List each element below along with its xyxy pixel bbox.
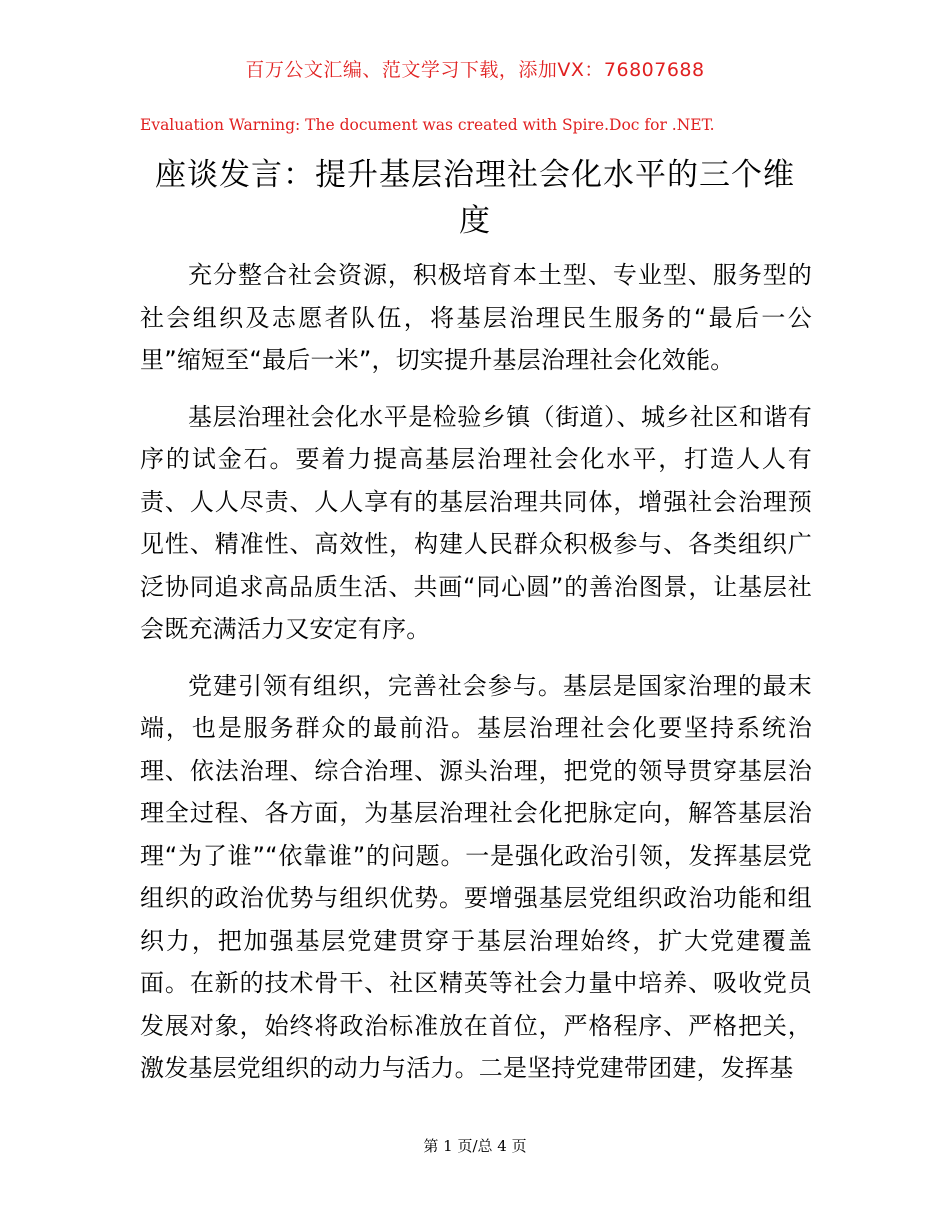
paragraph-2: 基层治理社会化水平是检验乡镇（街道）、城乡社区和谐有序的试金石。要着力提高基层治理社会化水平，打造人人有责、人人尽责、人人享有的基层治理共同体，增强社会治理预见性、精准性、高效性，构建人民群众积极参与、各类组织广泛协同追求高品质生活、共画“同心圆”的善治图景，让基层社会既充满活力又安定有序。 <box>140 402 812 643</box>
document-body <box>140 254 812 1104</box>
paragraph-1: 充分整合社会资源，积极培育本土型、专业型、服务型的社会组织及志愿者队伍，将基层治理民生服务的“最后一公里”缩短至“最后一米”，切实提升基层治理社会化效能。 <box>140 261 812 374</box>
document-title: 座谈发言：提升基层治理社会化水平的三个维度 <box>155 157 795 239</box>
evaluation-warning: Evaluation Warning: The document was created with Spire.Doc for .NET. <box>140 116 715 134</box>
paragraph-3: 党建引领有组织，完善社会参与。基层是国家治理的最末端，也是服务群众的最前沿。基层治理社会化要坚持系统治理、依法治理、综合治理、源头治理，把党的领导贯穿基层治理全过程、各方面，为基层治理社会化把脉定向，解答基层治理“为了谁”“依靠谁”的问题。一是强化政治引领，发挥基层党组织的政治优势与组织优势。要增强基层党组织政治功能和组织力，把加强基层党建贯穿于基层治理始终，扩大党建覆盖面。在新的技术骨干、社区精英等社会力量中培养、吸收党员发展对象，始终将政治标准放在首位，严格程序、严格把关，激发基层党组织的动力与活力。二是坚持党建带团建，发挥基 <box>140 671 812 1082</box>
header-banner: 百万公文汇编、范文学习下载，添加VX：76807688 <box>245 59 705 81</box>
page-footer: 第 1 页/总 4 页 <box>423 1137 527 1155</box>
